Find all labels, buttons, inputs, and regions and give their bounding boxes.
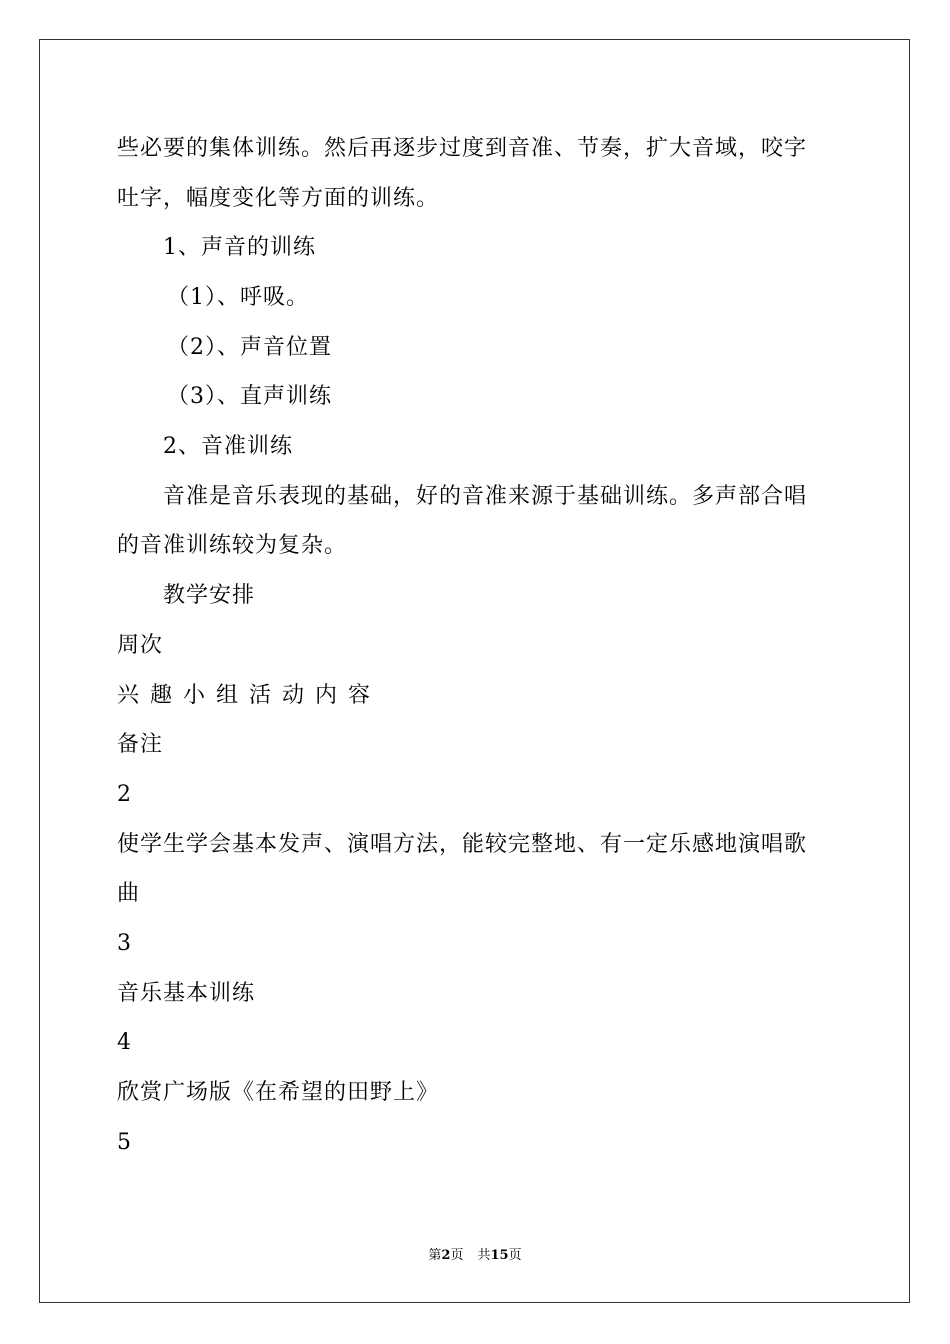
paragraph-line: 音准是音乐表现的基础，好的音准来源于基础训练。多声部合唱 [163, 484, 808, 509]
table-cell-week: 2 [117, 782, 132, 807]
table-cell-week: 3 [117, 931, 132, 956]
section-heading: 2、音准训练 [163, 434, 293, 459]
paragraph-line: 吐字，幅度变化等方面的训练。 [117, 186, 440, 211]
table-header-cell: 备注 [117, 732, 164, 757]
list-item: （2）、声音位置 [167, 335, 332, 360]
list-item: （3）、直声训练 [167, 384, 332, 409]
table-header-cell: 兴趣小组活动内容 [117, 683, 382, 708]
table-cell-content: 音乐基本训练 [117, 981, 256, 1006]
paragraph-line: 些必要的集体训练。然后再逐步过度到音准、节奏，扩大音域，咬字 [117, 136, 808, 161]
list-item: （1）、呼吸。 [167, 285, 309, 310]
table-cell-content: 使学生学会基本发声、演唱方法，能较完整地、有一定乐感地演唱歌 [117, 832, 808, 857]
section-heading: 1、声音的训练 [163, 235, 316, 260]
page-border [39, 39, 910, 1303]
paragraph-line: 的音准训练较为复杂。 [117, 533, 348, 558]
table-cell-week: 5 [117, 1130, 132, 1155]
section-heading: 教学安排 [163, 583, 256, 608]
page-number: 2 [441, 1248, 451, 1263]
table-cell-content: 欣赏广场版《在希望的田野上》 [117, 1080, 440, 1105]
table-header-cell: 周次 [117, 633, 164, 658]
page-footer [0, 1247, 950, 1265]
total-pages-label: 共15页 [477, 1248, 522, 1263]
total-pages: 15 [490, 1248, 509, 1263]
table-cell-week: 4 [117, 1030, 132, 1055]
page-label: 第2页 [428, 1248, 464, 1263]
table-cell-content: 曲 [117, 881, 141, 906]
